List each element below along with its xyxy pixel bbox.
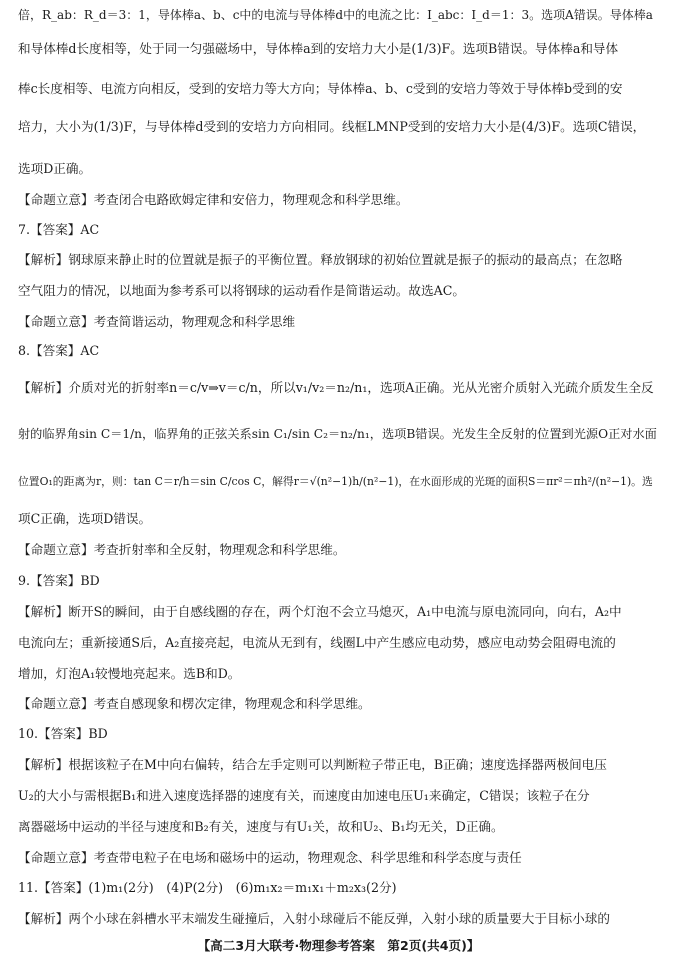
question-10-answer: 10.【答案】BD: [18, 726, 108, 741]
question-11-answer: 11.【答案】(1)m₁(2分) (4)P(2分) (6)m₁x₂＝m₁x₁＋m₂x₃(2分): [18, 880, 397, 895]
text-line: 【解析】断开S的瞬间，由于自感线圈的存在，两个灯泡不会立马熄灭，A₁中电流与原电流同向，向右，A₂中: [18, 604, 622, 619]
text-line: 增加，灯泡A₁较慢地亮起来。选B和D。: [18, 666, 241, 681]
text-line: 棒c长度相等、电流方向相反，受到的安培力等大方向；导体棒a、b、c受到的安培力等效于导体棒b受到的安: [18, 81, 623, 96]
text-line: 和导体棒d长度相等，处于同一匀强磁场中，导体棒a到的安培力大小是(1/3)F。选项B错误。导体棒a和导体: [18, 41, 619, 56]
page-footer: 【高二3月大联考·物理参考答案 第2页(共4页)】: [197, 938, 480, 953]
text-line: 位置O₁的距离为r，则：tan C＝r/h＝sin C/cos C，解得r＝√(n²−1)h/(n²−1)，在水面形成的光斑的面积S＝πr²＝πh²/(n²−1)。选: [18, 475, 653, 488]
text-line: 【解析】钢球原来静止时的位置就是振子的平衡位置。释放钢球的初始位置就是振子的振动的最高点；在忽略: [18, 252, 623, 267]
text-line: 【命题立意】考查带电粒子在电场和磁场中的运动，物理观念、科学思维和科学态度与责任: [18, 850, 522, 865]
text-line: 项C正确，选项D错误。: [18, 511, 152, 526]
text-line: 【命题立意】考查自感现象和楞次定律，物理观念和科学思维。: [18, 696, 371, 711]
text-line: 【命题立意】考查简谐运动，物理观念和科学思维: [18, 314, 296, 329]
question-8-answer: 8.【答案】AC: [18, 343, 100, 358]
question-9-answer: 9.【答案】BD: [18, 573, 100, 588]
text-line: 射的临界角sin C＝1/n，临界角的正弦关系sin C₁/sin C₂＝n₂/n₁，选项B错误。光发生全反射的位置到光源O正对水面: [18, 427, 657, 441]
text-line: 选项D正确。: [18, 161, 92, 176]
text-line: 【解析】两个小球在斜槽水平末端发生碰撞后，入射小球碰后不能反弹，入射小球的质量要大于目标小球的: [18, 911, 610, 926]
text-line: 电流向左；重新接通S后，A₂直接亮起，电流从无到有，线圈L中产生感应电动势，感应电动势会阻碍电流的: [18, 635, 616, 650]
text-line: 培力，大小为(1/3)F，与导体棒d受到的安培力方向相同。线框LMNP受到的安培力大小是(4/3)F。选项C错误，: [18, 119, 646, 134]
text-line: 【命题立意】考查折射率和全反射，物理观念和科学思维。: [18, 542, 346, 557]
text-line: 离器磁场中运动的半径与速度和B₂有关，速度与有U₁关，故和U₂、B₁均无关，D正确。: [18, 819, 504, 834]
text-line: 【解析】根据该粒子在M中向右偏转，结合左手定则可以判断粒子带正电，B正确；速度选择器两极间电压: [18, 757, 607, 772]
text-line: 【命题立意】考查闭合电路欧姆定律和安倍力，物理观念和科学思维。: [18, 192, 409, 207]
text-line: 【解析】介质对光的折射率n＝c/v⇒v＝c/n，所以v₁/v₂＝n₂/n₁，选项A正确。光从光密介质射入光疏介质发生全反: [18, 380, 654, 395]
text-line: 空气阻力的情况，以地面为参考系可以将钢球的运动看作是简谐运动。故选AC。: [18, 283, 465, 298]
question-7-answer: 7.【答案】AC: [18, 222, 100, 237]
text-line: 倍，R_ab：R_d＝3：1，导体棒a、b、c中的电流与导体棒d中的电流之比：I_abc：I_d＝1：3。选项A错误。导体棒a: [18, 8, 653, 22]
text-line: U₂的大小与需根据B₁和进入速度选择器的速度有关，而速度由加速电压U₁来确定，C错误；该粒子在分: [18, 788, 590, 803]
